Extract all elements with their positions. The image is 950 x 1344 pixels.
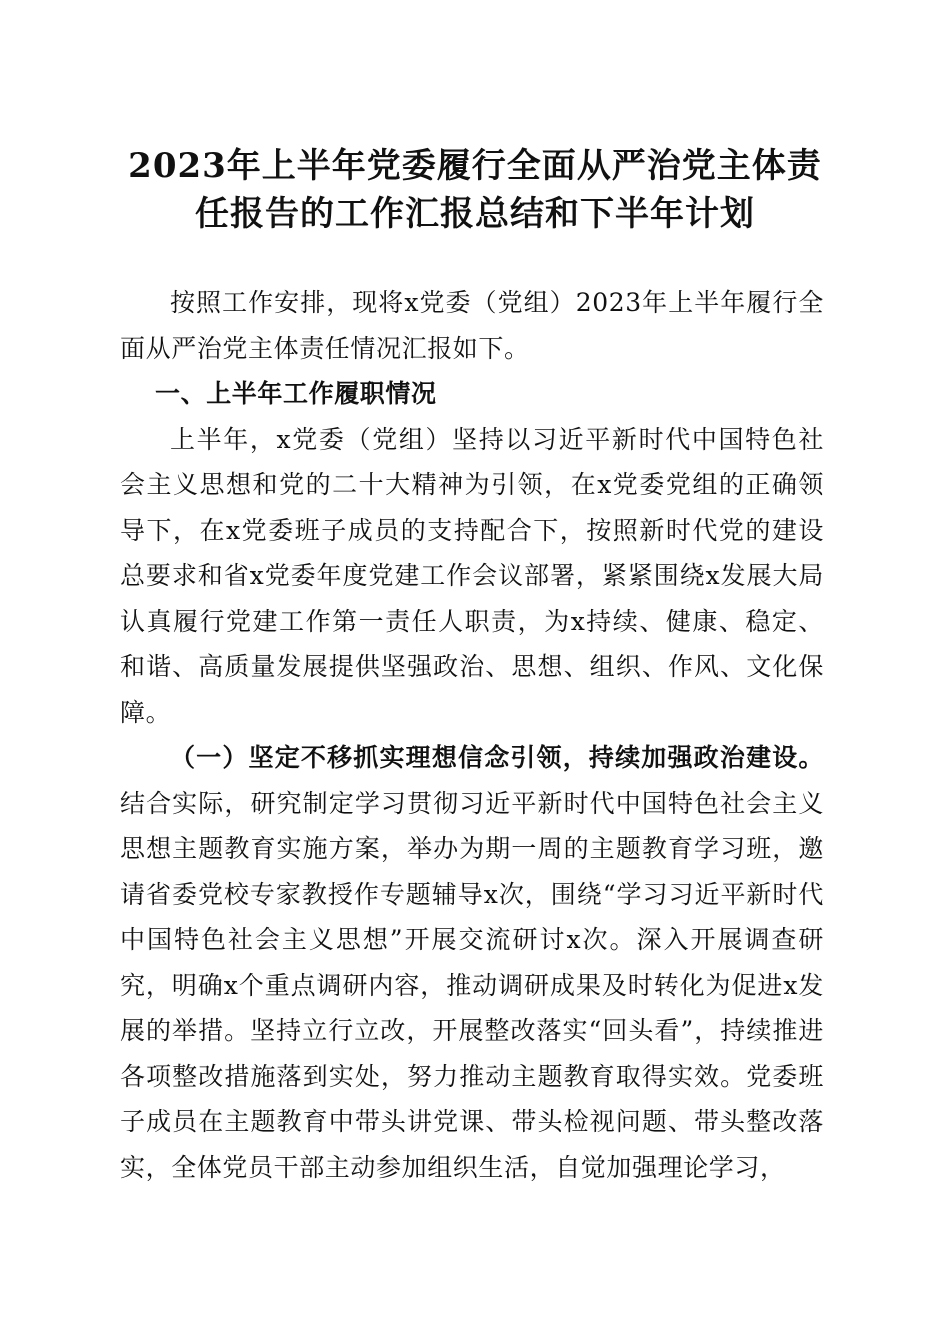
section-paragraph: 上半年，x党委（党组）坚持以习近平新时代中国特色社会主义思想和党的二十大精神为引领，在x党委党组的正确领导下，在x党委班子成员的支持配合下，按照新时代党的建设总要求和省x党委年度党建工作会议部署，紧紧围绕x发展大局认真履行党建工作第一责任人职责，为x持续、健康、稳定、和谐、高质量发展提供坚强政治、思想、组织、作风、文化保障。 [120, 424, 824, 727]
item-lead: （一）坚定不移抓实理想信念引领，持续加强政治建设。 [170, 743, 824, 772]
intro-paragraph: 按照工作安排，现将x党委（党组）2023年上半年履行全面从严治党主体责任情况汇报如下。 [120, 288, 824, 363]
document-title [120, 142, 830, 238]
title-line-2: 任报告的工作汇报总结和下半年计划 [195, 194, 755, 234]
section-heading: 一、上半年工作履职情况 [155, 379, 437, 408]
title-line-1: 2023年上半年党委履行全面从严治党主体责 [128, 146, 822, 186]
document-body [120, 280, 824, 1190]
item-body: 结合实际，研究制定学习贯彻习近平新时代中国特色社会主义思想主题教育实施方案，举办为期一周的主题教育学习班，邀请省委党校专家教授作专题辅导x次，围绕“学习习近平新时代中国特色社会主义思想”开展交流研讨x次。深入开展调查研究，明确x个重点调研内容，推动调研成果及时转化为促进x发展的举措。坚持立行立改，开展整改落实“回头看”，持续推进各项整改措施落到实处，努力推动主题教育取得实效。党委班子成员在主题教育中带头讲党课、带头检视问题、带头整改落实，全体党员干部主动参加组织生活，自觉加强理论学习， [120, 788, 824, 1182]
item-paragraph [120, 735, 824, 1190]
